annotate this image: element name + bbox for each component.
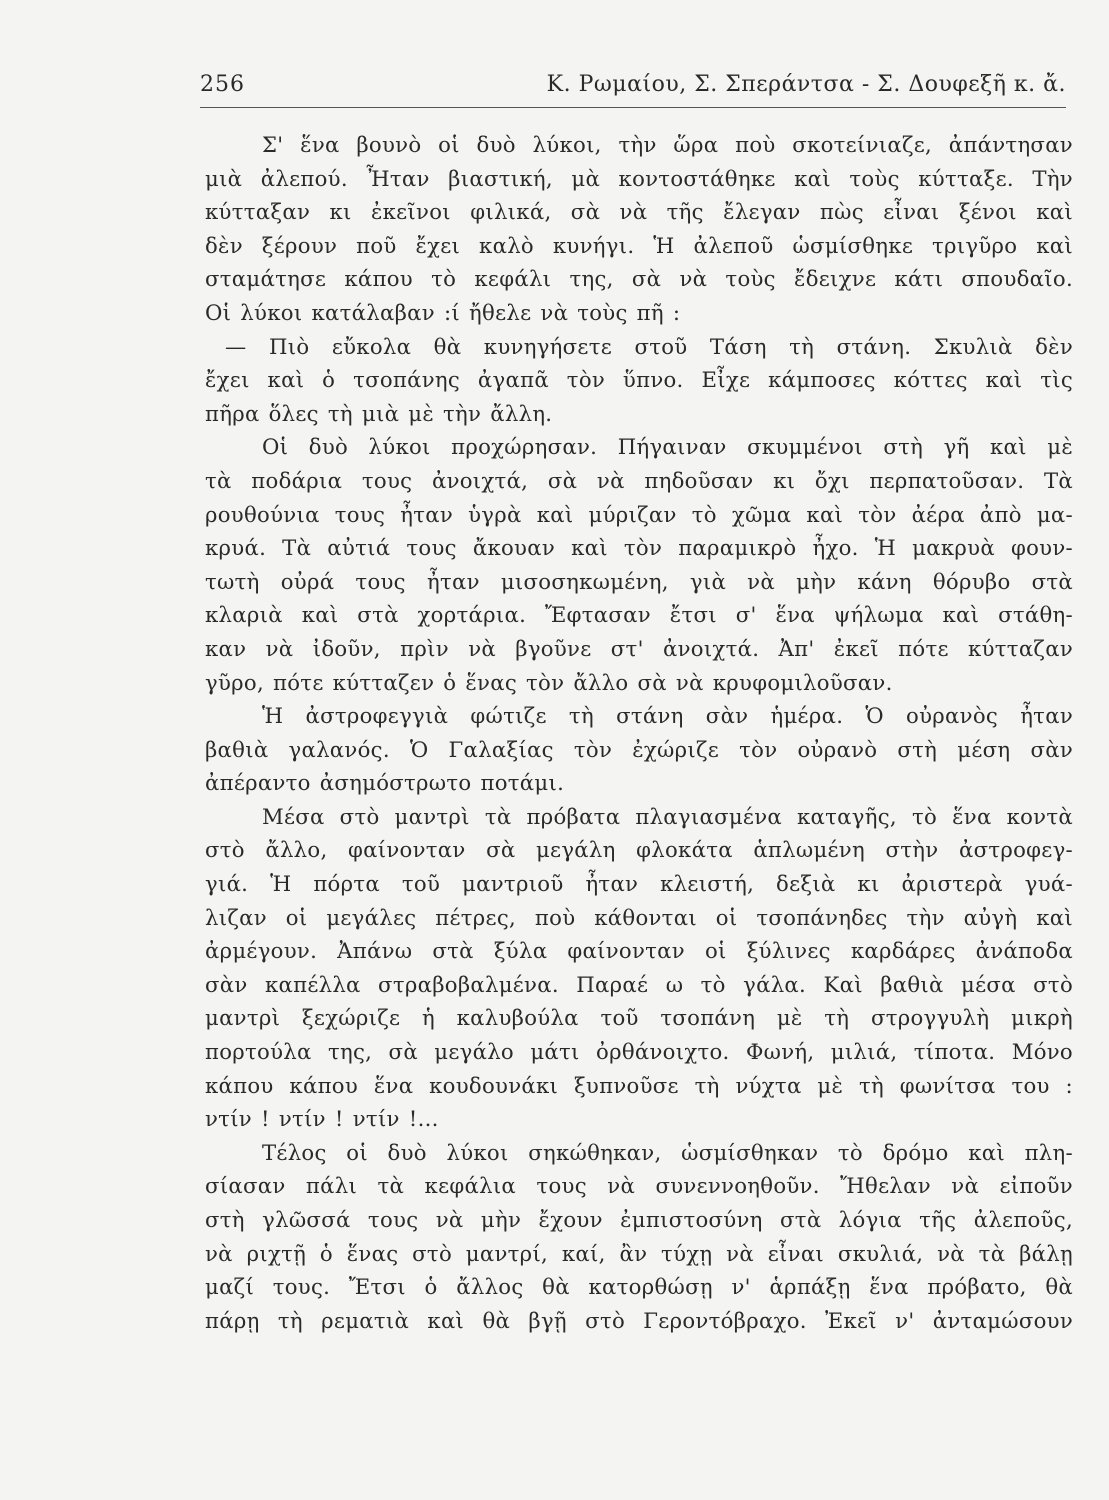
text-line: μαντρὶ ξεχώριζε ἡ καλυβούλα τοῦ τσοπάνη μὲ τὴ στρογγυλὴ μικρὴ	[205, 1005, 1073, 1031]
text-line: ἔχει καὶ ὁ τσοπάνης ἀγαπᾶ τὸν ὕπνο. Εἶχε κάμποσες κόττες καὶ τὶς	[205, 367, 1073, 393]
text-line: γῦρο, πότε κύτταζεν ὁ ἕνας τὸν ἄλλο σὰ νὰ κρυφομιλοῦσαν.	[205, 669, 893, 695]
header-rule	[200, 107, 1066, 108]
text-line: Σ' ἕνα βουνὸ οἱ δυὸ λύκοι, τὴν ὥρα ποὺ σκοτείνιαζε, ἀπάντησαν	[262, 132, 1073, 157]
text-line: καν νὰ ἰδοῦν, πρὶν νὰ βγοῦνε στ' ἀνοιχτά. Ἀπ' ἐκεῖ πότε κύτταζαν	[205, 635, 1073, 661]
text-line: ἀρμέγουν. Ἀπάνω στὰ ξύλα φαίνονταν οἱ ξύλινες καρδάρες ἀνάποδα	[205, 938, 1073, 964]
text-line: μιὰ ἀλεπού. Ἦταν βιαστική, μὰ κοντοστάθηκε καὶ τοὺς κύτταξε. Τὴν	[205, 165, 1073, 191]
text-line: — Πιὸ εὔκολα θὰ κυνηγήσετε στοῦ Τάση τὴ στάνη. Σκυλιὰ δὲν	[225, 333, 1073, 359]
text-line: βαθιὰ γαλανός. Ὁ Γαλαξίας τὸν ἐχώριζε τὸν οὐρανὸ στὴ μέση σὰν	[205, 736, 1073, 762]
text-line: κύτταξαν κι ἐκεῖνοι φιλικά, σὰ νὰ τῆς ἔλεγαν πὼς εἶναι ξένοι καὶ	[205, 199, 1073, 225]
text-line: κλαριὰ καὶ στὰ χορτάρια. Ἔφτασαν ἔτσι σ' ἕνα ψήλωμα καὶ στάθη-	[205, 602, 1073, 628]
text-line: Μέσα στὸ μαντρὶ τὰ πρόβατα πλαγιασμένα καταγῆς, τὸ ἕνα κοντὰ	[262, 803, 1073, 829]
text-line: σὰν καπέλλα στραβοβαλμένα. Παραέ ω τὸ γάλα. Καὶ βαθιὰ μέσα στὸ	[205, 971, 1073, 997]
text-line: τὰ ποδάρια τους ἀνοιχτά, σὰ νὰ πηδοῦσαν κι ὄχι περπατοῦσαν. Τὰ	[205, 467, 1073, 493]
text-line: ντίν ! ντίν ! ντίν !...	[205, 1106, 439, 1132]
text-line: νὰ ριχτῇ ὁ ἕνας στὸ μαντρί, καί, ἂν τύχῃ νὰ εἶναι σκυλιά, νὰ τὰ βάλῃ	[205, 1240, 1073, 1266]
body-text	[205, 128, 1073, 1337]
text-line: πάρῃ τὴ ρεματιὰ καὶ θὰ βγῇ στὸ Γεροντόβραχο. Ἐκεῖ ν' ἀνταμώσουν	[205, 1307, 1073, 1333]
text-line: πῆρα ὅλες τὴ μιὰ μὲ τὴν ἄλλη.	[205, 400, 553, 426]
text-line: δὲν ξέρουν ποῦ ἔχει καλὸ κυνήγι. Ἡ ἀλεποῦ ὡσμίσθηκε τριγῦρο καὶ	[205, 232, 1073, 258]
text-line: Οἱ λύκοι κατάλαβαν :ί ἤθελε νὰ τοὺς πῆ :	[205, 299, 681, 325]
text-line: Ἡ ἀστροφεγγιὰ φώτιζε τὴ στάνη σὰν ἡμέρα. Ὁ οὐρανὸς ἦταν	[262, 703, 1073, 729]
text-line: τωτὴ οὐρά τους ἦταν μισοσηκωμένη, γιὰ νὰ μὴν κάνη θόρυβο στὰ	[205, 568, 1073, 594]
text-line: σίασαν πάλι τὰ κεφάλια τους νὰ συνεννοηθοῦν. Ἤθελαν νὰ εἰποῦν	[205, 1173, 1073, 1199]
text-line: στὸ ἄλλο, φαίνονταν σὰ μεγάλη φλοκάτα ἁπλωμένη στὴν ἀστροφεγ-	[205, 837, 1073, 863]
text-line: πορτούλα της, σὰ μεγάλο μάτι ὀρθάνοιχτο. Φωνή, μιλιά, τίποτα. Μόνο	[205, 1039, 1073, 1065]
text-line: λιζαν οἱ μεγάλες πέτρες, ποὺ κάθονται οἱ τσοπάνηδες τὴν αὐγὴ καὶ	[205, 904, 1073, 930]
page-number: 256	[200, 72, 245, 97]
running-head-title: Κ. Ρωμαίου, Σ. Σπεράντσα - Σ. Δουφεξῆ κ. ἄ.	[546, 72, 1066, 97]
text-line: γιά. Ἡ πόρτα τοῦ μαντριοῦ ἦταν κλειστή, δεξιὰ κι ἀριστερὰ γυά-	[205, 871, 1073, 897]
text-line: Τέλος οἱ δυὸ λύκοι σηκώθηκαν, ὡσμίσθηκαν τὸ δρόμο καὶ πλη-	[262, 1139, 1073, 1165]
text-line: μαζί τους. Ἔτσι ὁ ἄλλος θὰ κατορθώσῃ ν' ἁρπάξῃ ἕνα πρόβατο, θὰ	[205, 1274, 1073, 1300]
text-line: ρουθούνια τους ἦταν ὑγρὰ καὶ μύριζαν τὸ χῶμα καὶ τὸν ἀέρα ἀπὸ μα-	[205, 501, 1073, 527]
text-line: ἀπέραντο ἀσημόστρωτο ποτάμι.	[205, 770, 565, 796]
text-line: κάπου κάπου ἕνα κουδουνάκι ξυπνοῦσε τὴ νύχτα μὲ τὴ φωνίτσα του :	[205, 1072, 1073, 1098]
text-line: κρυά. Τὰ αὐτιά τους ἄκουαν καὶ τὸν παραμικρὸ ἦχο. Ἡ μακρυὰ φουν-	[205, 535, 1073, 561]
text-line: στὴ γλῶσσά τους νὰ μὴν ἔχουν ἐμπιστοσύνη στὰ λόγια τῆς ἀλεποῦς,	[205, 1207, 1073, 1232]
running-head	[200, 72, 1066, 102]
text-line: σταμάτησε κάπου τὸ κεφάλι της, σὰ νὰ τοὺς ἔδειχνε κάτι σπουδαῖο.	[205, 266, 1073, 292]
text-line: Οἱ δυὸ λύκοι προχώρησαν. Πήγαιναν σκυμμένοι στὴ γῆ καὶ μὲ	[262, 434, 1073, 460]
